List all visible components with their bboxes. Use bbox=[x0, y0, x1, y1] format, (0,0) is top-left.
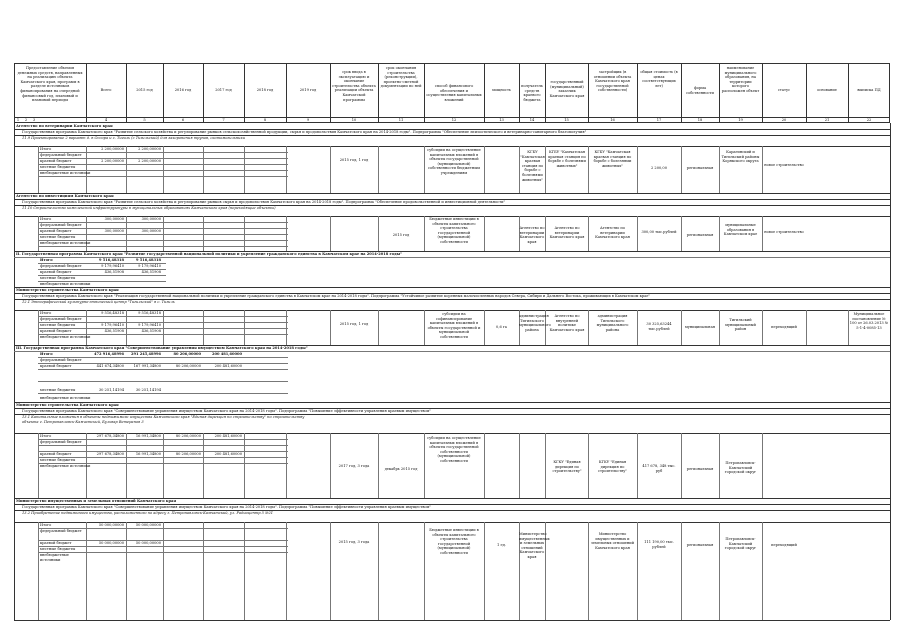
cell-cost: 2 200,00 bbox=[650, 166, 667, 170]
program-total-title: III. Государственная программа Камчатского края "Совершенствование управления имуществом Камчатского края на 2014-2018 годы" bbox=[16, 346, 308, 350]
header-col-16: форма собственности bbox=[686, 86, 714, 95]
cell-method: субсидии на осуществление капитальных вложений в объекты государственной собственности (муниципальной) собственности bbox=[427, 436, 481, 463]
cell-2016: 80 206,00000 bbox=[175, 434, 201, 438]
cell-fb: 9 179,96410 bbox=[101, 264, 124, 268]
col-num: 8 bbox=[263, 118, 267, 122]
cell-2015: 9 516,48318 bbox=[135, 258, 161, 262]
cell-kb: 2 200,00000 bbox=[101, 159, 124, 163]
cell-kb-2017: 200 481,60000 bbox=[214, 364, 242, 368]
section-title: Министерство строительства Камчатского края bbox=[16, 288, 119, 292]
fund-label: федеральный бюджет bbox=[40, 223, 82, 227]
program-title: Государственная программа Камчатского края "Совершенствование управления имуществом Камчатского края на 2014-2018 годы". Подпрограмма "Повышение эффективности управления краевым имуществом" bbox=[22, 505, 431, 509]
section-title: Министерство имущественных и земельных отношений Камчатского края bbox=[16, 499, 176, 503]
cell-term: 2015 год bbox=[392, 233, 410, 237]
cell-kb-2016: 80 206,00000 bbox=[175, 452, 201, 456]
header-col-19: основание bbox=[817, 88, 837, 92]
cell-method: субсидии на софинансирование капитальных вложений в объекты государственной и муниципальной собственности bbox=[427, 312, 481, 339]
fund-label: внебюджетные источники bbox=[40, 553, 69, 562]
cell-2017: 200 481,60000 bbox=[214, 434, 242, 438]
cell-customer: Агентство по ветеринарии Камчатского края bbox=[549, 226, 585, 240]
col-num: 19 bbox=[738, 118, 743, 122]
cell-recipient: Агентство по ветеринарии Камчатского края bbox=[519, 226, 545, 244]
cell-mb: 436,51908 bbox=[104, 329, 124, 333]
section-title: Агентство по инвестициям Камчатского края bbox=[16, 194, 114, 198]
col-num: 22 bbox=[866, 118, 872, 122]
fund-label: федеральный бюджет bbox=[40, 440, 82, 444]
cell-total: 50 000,00000 bbox=[98, 523, 124, 527]
col-num: 17 bbox=[656, 118, 662, 122]
fund-label: внебюджетные источники bbox=[40, 241, 91, 245]
cell-2015: 300,00000 bbox=[141, 217, 161, 221]
cell-total: 2 200,00000 bbox=[101, 147, 124, 151]
header-col-4: 2016 год bbox=[174, 88, 192, 92]
header-col-6: 2018 год bbox=[256, 88, 274, 92]
col-num: 15 bbox=[564, 118, 569, 122]
cell-kb-2015: 300,00000 bbox=[141, 229, 161, 233]
cell-cost: 300,00 тыс.рублей bbox=[641, 230, 677, 234]
cell-kb-2015: 436,51908 bbox=[141, 270, 161, 274]
fund-label: краевой бюджет bbox=[40, 364, 72, 368]
cell-form: региональная bbox=[686, 543, 714, 547]
cell-power: 1 ед. bbox=[497, 543, 506, 547]
cell-mo: Тигильский муниципальный район bbox=[725, 318, 756, 332]
col-num: 4 bbox=[104, 118, 108, 122]
object-title: 13.2 Приобретение недвижимого имущества, расположенного по адресу г. Петропавловск-Камчатский, ул. Радиоцентр 5 №21 bbox=[22, 511, 274, 515]
cell-total: 9 516,48318 bbox=[98, 258, 124, 262]
cell-status: новое строительство bbox=[764, 163, 804, 167]
col-num: 11 bbox=[398, 118, 404, 122]
cell-form: региональная bbox=[686, 467, 714, 471]
col-num: 18 bbox=[697, 118, 703, 122]
cell-fb-2015: 9 179,96410 bbox=[138, 323, 161, 327]
col-num: 16 bbox=[610, 118, 615, 122]
col-num: 1 bbox=[16, 118, 20, 122]
fund-label: федеральный бюджет bbox=[40, 153, 82, 157]
cell-customer: Министерство имущественных и земельных отношений Камчатского края bbox=[590, 532, 635, 550]
program-title: Государственная программа Камчатского края "Развитие сельского хозяйства и регулирование рынков сельскохозяйственной продукции, сырья и продовольствия Камчатского края на 2014-2018 годы". Подпрограмма "Обеспечение эпизоотического и ветеринарно-санитарного благополучия" bbox=[22, 130, 587, 134]
cell-basis: Муниципальное постановление № 100 от 26.03.2013 № 5-1-4-0085-13 bbox=[849, 312, 889, 330]
cell-2015: 2 200,00000 bbox=[138, 147, 161, 151]
col-num: 5 bbox=[143, 118, 146, 122]
fund-label: Итого bbox=[40, 147, 52, 151]
program-total-title: II. Государственная программа Камчатского края "Развитие государственной национальной политики и укрепление гражданского единства в Камчатском крае на 2014-2018 годы" bbox=[16, 252, 402, 256]
cell-kb-2015: 16 991,34800 bbox=[135, 452, 161, 456]
cell-form: региональная bbox=[686, 233, 714, 237]
cell-builder: КГКУ "Единая дирекция по строительству" bbox=[597, 460, 627, 474]
cell-recipient: Министерство имущественных и земельных отношений Камчатского края bbox=[519, 532, 550, 559]
cell-method: Бюджетные инвестиции в объекты капитального строительства государственной (муниципальной) собственности bbox=[429, 528, 479, 555]
cell-2015: 50 000,00000 bbox=[135, 523, 161, 527]
fund-label: внебюджетные источники bbox=[40, 171, 91, 175]
header-col-8: срок ввода в эксплуатацию и окончание строительства объекта реализации объекта Камчатской программы bbox=[332, 70, 376, 102]
header-col-3: 2015 год bbox=[136, 88, 153, 92]
col-num: 14 bbox=[529, 118, 535, 122]
header-col-20: выписка ПД bbox=[857, 88, 881, 92]
fund-label: краевой бюджет bbox=[40, 159, 72, 163]
cell-mo: Петропавловск-Камчатский городской округ bbox=[724, 537, 757, 551]
fund-label: Итого bbox=[40, 434, 52, 438]
fund-label: местные бюджеты bbox=[40, 235, 76, 239]
header-col-9: срок окончания строительства (реконструкции), проектно-сметной документации по ней bbox=[380, 66, 422, 89]
cell-2016: 80 206,00000 bbox=[173, 352, 201, 356]
fund-label: Итого bbox=[40, 217, 52, 221]
cell-cost: 417 678, 348 тыс. руб bbox=[642, 464, 676, 473]
cell-recipient: администрация Тигильского муниципального района bbox=[519, 314, 551, 332]
fund-label: местные бюджеты bbox=[40, 276, 76, 280]
header-col-2: Всего bbox=[100, 88, 112, 92]
cell-kb: 297 678,34800 bbox=[96, 452, 124, 456]
cell-fb: 9 179,96410 bbox=[101, 323, 124, 327]
fund-label: федеральный бюджет bbox=[40, 358, 82, 362]
header-col-11: мощность bbox=[492, 88, 511, 92]
section-title: Министерство строительства Камчатского края bbox=[16, 403, 119, 407]
header-col-15: общая стоимость (в ценах соответствующих лет) bbox=[640, 70, 678, 88]
fund-label: федеральный бюджет bbox=[40, 529, 82, 533]
cell-status: переходящий bbox=[771, 543, 797, 547]
cell-mo: Петропавловск-Камчатский городской округ bbox=[724, 461, 757, 475]
fund-label: федеральный бюджет bbox=[40, 317, 82, 321]
cell-kb-2016: 80 206,00000 bbox=[175, 364, 201, 368]
fund-label: федеральный бюджет bbox=[40, 264, 82, 268]
cell-method: субсидии на осуществление капитальных вложений в объекты государственной (муниципальной) собственности бюджетным учреждениям bbox=[427, 148, 481, 175]
cell-kb: 300,00000 bbox=[104, 229, 124, 233]
col-num: 13 bbox=[499, 118, 504, 122]
section-title: Агентство по ветеринарии Камчатского края bbox=[16, 124, 113, 128]
cell-mb-2015: 436,51908 bbox=[141, 329, 161, 333]
cell-kb-2015: 2 200,00000 bbox=[138, 159, 161, 163]
cell-total: 9 516,48318 bbox=[101, 311, 124, 315]
fund-label: Итого bbox=[40, 311, 52, 315]
fund-label: местные бюджеты bbox=[40, 388, 76, 392]
header-col-7: 2019 год bbox=[299, 88, 317, 92]
cell-term: 2015 год, 3 года bbox=[338, 540, 370, 544]
header-col-13: государственный (муниципальный) заказчик Камчатского края bbox=[549, 80, 585, 98]
cell-cost: 111 190,00 тыс. рублей bbox=[644, 540, 674, 549]
cell-mo: муниципальные образования в Камчатском крае bbox=[723, 223, 758, 237]
fund-label: краевой бюджет bbox=[40, 270, 72, 274]
cell-builder: Агентство по ветеринарии Камчатского края bbox=[595, 226, 630, 240]
cell-cost: 30 325,63244 тыс.рублей bbox=[646, 322, 672, 331]
cell-customer: Агентство по внутренней политике Камчатского края bbox=[549, 314, 585, 332]
fund-label: Итого bbox=[40, 523, 52, 527]
header-col-17: наименование муниципального образования, на территории которого расположен объект bbox=[721, 66, 760, 93]
cell-total: 472 916,48996 bbox=[93, 352, 124, 356]
col-num: 9 bbox=[306, 118, 310, 122]
cell-term-design: декабрь 2015 год bbox=[384, 467, 418, 471]
col-num: 10 bbox=[351, 118, 357, 122]
cell-term: 2017 год, 3 года bbox=[338, 464, 370, 468]
header-col-18: статус bbox=[777, 88, 791, 92]
col-num: 6 bbox=[181, 118, 185, 122]
cell-mo: Карагинский и Тигильский районы Корякского округа bbox=[721, 150, 760, 164]
cell-status: переходящий bbox=[771, 325, 797, 329]
object-title: 13.1 Капитальные вложения в объекты недвижимого имущества Камчатского края "Единая дирекция по строительству" по строительству объекта г. Петропавловск-Камчатский, Бульвар Ветеранов 3 bbox=[22, 415, 305, 424]
header-col-12: получатель средств краевого бюджета bbox=[521, 84, 543, 102]
col-num: 20 bbox=[781, 118, 787, 122]
fund-label: краевой бюджет bbox=[40, 229, 72, 233]
cell-2015: 291 245,48996 bbox=[130, 352, 161, 356]
col-num: 12 bbox=[451, 118, 457, 122]
col-num: 2 bbox=[24, 118, 28, 122]
fund-label: местные бюджеты bbox=[40, 165, 76, 169]
cell-form: региональная bbox=[686, 166, 714, 170]
fund-label: местные бюджеты bbox=[40, 458, 76, 462]
cell-form: муниципальная bbox=[685, 325, 715, 329]
cell-customer: КГБУ "Камчатская краевая станция по борьбе с болезнями животных" bbox=[548, 150, 586, 168]
header-col-10: способ финансового обеспечения и осуществления капитальных вложений bbox=[426, 84, 482, 102]
cell-total: 297 678,34800 bbox=[96, 434, 124, 438]
cell-2015: 9 516,48318 bbox=[138, 311, 161, 315]
fund-label: местные бюджеты bbox=[40, 547, 76, 551]
col-num: 3 bbox=[32, 118, 36, 122]
cell-term: 2015 год, 1 год bbox=[339, 322, 369, 326]
cell-2015: 16 991,34800 bbox=[135, 434, 161, 438]
cell-kb-2017: 200 481,60000 bbox=[214, 452, 242, 456]
object-title: 11.9 Проектирование 2 вариант д. в Оссора и с. Тигиль (с Тигильский) для захоронения трупов, скотомогильники bbox=[22, 136, 245, 140]
fund-label: краевой бюджет bbox=[40, 329, 72, 333]
fund-label: внебюджетные источники bbox=[40, 282, 91, 286]
cell-kb: 441 674,34800 bbox=[96, 364, 124, 368]
cell-mb: 30 251,14194 bbox=[98, 388, 124, 392]
cell-kb: 436,51908 bbox=[104, 270, 124, 274]
col-num: 21 bbox=[824, 118, 830, 122]
fund-label: краевой бюджет bbox=[40, 541, 72, 545]
cell-method: Бюджетные инвестиции в объекты капитального строительства государственной (муниципальной) собственности bbox=[429, 217, 479, 244]
cell-kb-2015: 167 991,34800 bbox=[133, 364, 161, 368]
cell-mb-2015: 30 251,14194 bbox=[135, 388, 161, 392]
fund-label: внебюджетные источники bbox=[40, 396, 91, 400]
header-col-5: 2017 год bbox=[215, 88, 232, 92]
cell-term: 2015 год, 1 год bbox=[339, 158, 369, 162]
cell-fb-2015: 9 179,96410 bbox=[138, 264, 161, 268]
cell-status: новое строительство bbox=[764, 230, 804, 234]
object-title: 11.10 Строительство комплексной инфраструктуры в муниципальных образованиях Камчатского края (переходящие объекты) bbox=[22, 206, 276, 210]
fund-label: внебюджетные источники bbox=[40, 335, 91, 339]
cell-total: 300,00000 bbox=[104, 217, 124, 221]
header-col-14: застройщик (в отношении объекта Камчатского края государственной собственности) bbox=[593, 70, 632, 93]
cell-kb-2015: 50 000,00000 bbox=[135, 541, 161, 545]
cell-recipient: КГБУ "Камчатская краевая станция по борьбе с болезнями животных" bbox=[520, 150, 545, 182]
fund-label: внебюджетные источники bbox=[40, 464, 91, 468]
program-title: Государственная программа Камчатского края "Совершенствование управления имуществом Камчатского края на 2014-2018 годы". Подпрограмма "Повышение эффективности управления краевым имуществом" bbox=[22, 409, 431, 413]
cell-power: 0,6 га bbox=[496, 325, 507, 329]
program-title: Государственная программа Камчатского края "Развитие сельского хозяйства и регулирование рынков сырья и продовольствия Камчатского края на 2014-2018 годы". Подпрограмма "Обеспечение продовольственной и инвестиционной деятельности" bbox=[22, 200, 506, 204]
header-col-1: Предоставление объемов денежных средств, направленных на реализацию объекта Камчатского края, программ в разделе источников финансирования на очередной финансовый год, плановый и плановый периоды bbox=[17, 66, 83, 103]
cell-recipient: КГКУ "Единая дирекция по строительству" bbox=[552, 460, 582, 474]
fund-label: краевой бюджет bbox=[40, 452, 72, 456]
fund-label: местные бюджеты bbox=[40, 323, 76, 327]
col-num: 7 bbox=[222, 118, 225, 122]
fund-label: Итого bbox=[40, 352, 53, 356]
cell-builder: администрация Тигильского муниципального района bbox=[596, 314, 629, 332]
cell-kb: 50 000,00000 bbox=[98, 541, 124, 545]
program-title: Государственная программа Камчатского края "Реализация государственной национальной политики и укрепление гражданского единства в Камчатском крае на 2014-2018 годы". Подпрограмма "Устойчивое развитие коренных малочисленных народов Севера, Сибири и Дальнего Востока, проживающих в Камчатском крае" bbox=[22, 294, 651, 298]
fund-label: Итого bbox=[40, 258, 53, 262]
cell-2017: 200 481,60000 bbox=[211, 352, 242, 356]
cell-builder: КГБУ "Камчатская краевая станция по борьбе с болезнями животных" bbox=[593, 150, 632, 168]
object-title: 12.1 Этнографический культурно-этнический центр "Тигильский" в с. Тигиль bbox=[22, 300, 175, 304]
